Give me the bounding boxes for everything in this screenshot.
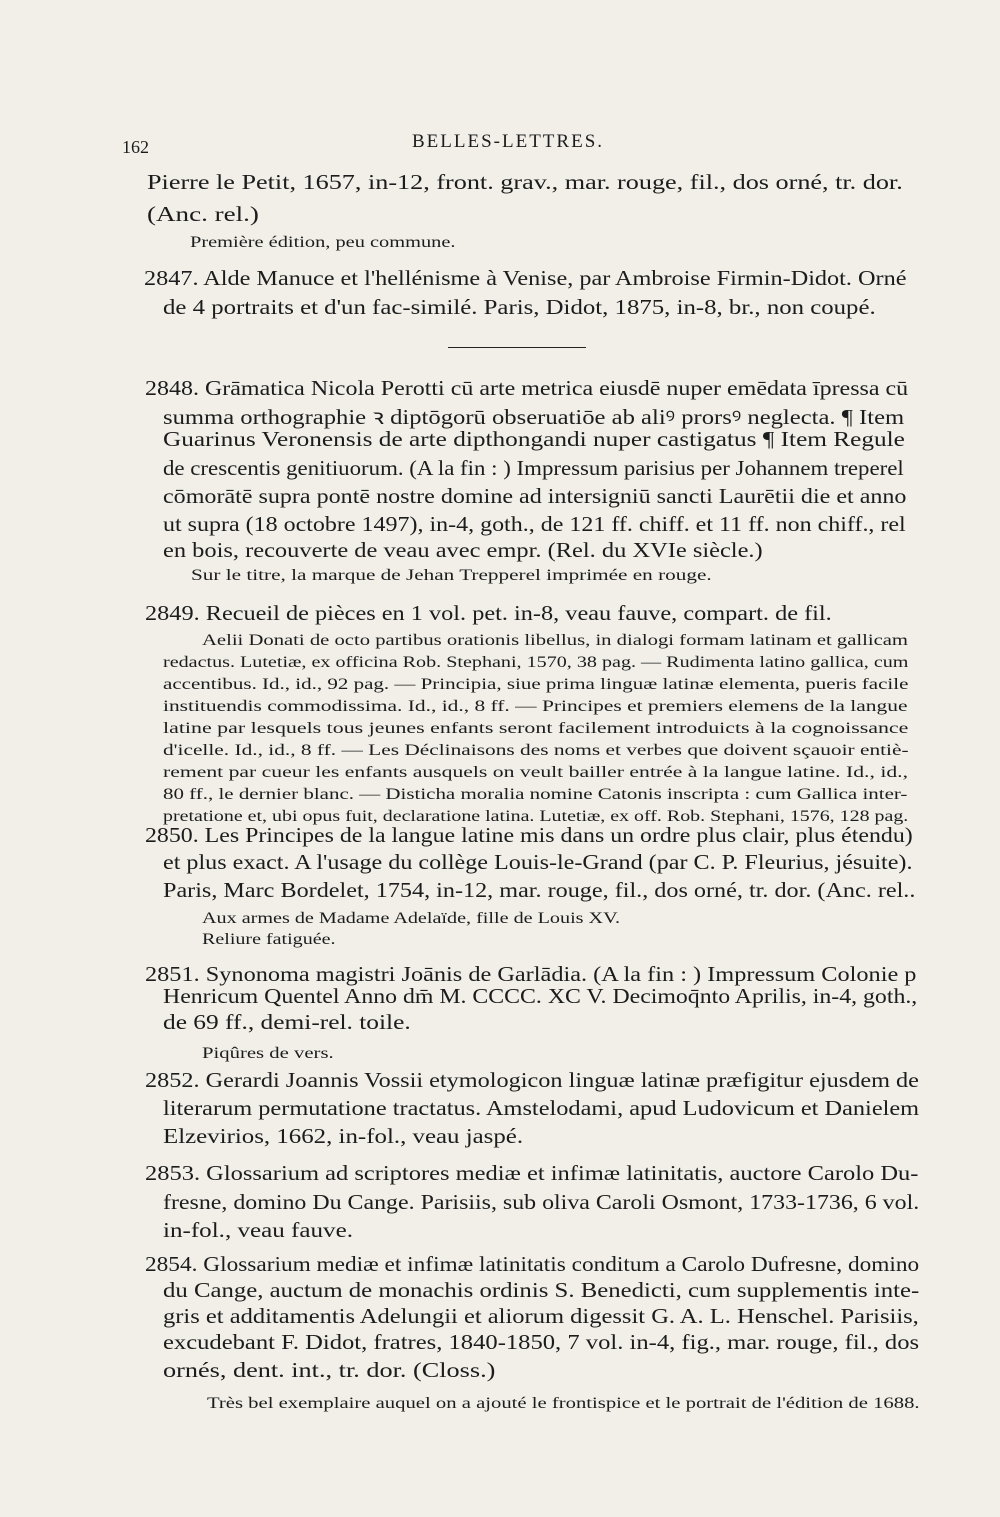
entry-line: et plus exact. A l'usage du collège Louis-le-Grand (par C. P. Fleurius, jésuite). <box>163 850 913 874</box>
section-divider <box>448 347 586 348</box>
note-line: latine par lesquels tous jeunes enfants seront facilement introduicts à la cognoissance <box>163 720 909 737</box>
note-line: instituendis commodissima. Id., id., 8 ff. — Principes et premiers elemens de la langue <box>163 698 908 715</box>
entry-line: 2853. Glossarium ad scriptores mediæ et infimæ latinitatis, auctore Carolo Du- <box>145 1161 919 1185</box>
entry-line: 2854. Glossarium mediæ et infimæ latinitatis conditum a Carolo Dufresne, domino <box>145 1252 920 1276</box>
note-line: Reliure fatiguée. <box>202 931 336 948</box>
entry-line: 2852. Gerardi Joannis Vossii etymologicon linguæ latinæ præfigitur ejusdem de <box>145 1068 919 1092</box>
note-line: redactus. Lutetiæ, ex officina Rob. Stephani, 1570, 38 pag. — Rudimenta latino gallica, cum <box>163 654 909 671</box>
entry-line: 2851. Synonoma magistri Joānis de Garlādia. (A la fin : ) Impressum Colonie p <box>145 962 917 986</box>
entry-line: Paris, Marc Bordelet, 1754, in-12, mar. rouge, fil., dos orné, tr. dor. (Anc. rel.. <box>163 878 916 902</box>
entry-line: ut supra (18 octobre 1497), in-4, goth., de 121 ff. chiff. et 11 ff. non chiff., rel <box>163 512 906 536</box>
entry-line: in-fol., veau fauve. <box>163 1218 353 1242</box>
entry-line: fresne, domino Du Cange. Parisiis, sub oliva Caroli Osmont, 1733-1736, 6 vol. <box>163 1190 920 1214</box>
note-line: Première édition, peu commune. <box>190 234 456 251</box>
entry-line: du Cange, auctum de monachis ordinis S. Benedicti, cum supplementis inte- <box>163 1278 920 1302</box>
entry-line: 2847. Alde Manuce et l'hellénisme à Venise, par Ambroise Firmin-Didot. Orné <box>144 266 907 290</box>
running-head: BELLES-LETTRES. <box>412 131 605 152</box>
entry-line: Elzevirios, 1662, in-fol., veau jaspé. <box>163 1124 524 1148</box>
note-line: Piqûres de vers. <box>202 1045 334 1062</box>
note-line: d'icelle. Id., id., 8 ff. — Les Déclinaisons des noms et verbes que doivent sçauoir entiè- <box>163 742 909 759</box>
entry-line: Henricum Quentel Anno dm̄ M. CCCC. XC V. Decimoq̄nto Aprilis, in-4, goth., <box>163 984 918 1008</box>
note-line: Aux armes de Madame Adelaïde, fille de Louis XV. <box>202 910 621 927</box>
entry-line: 2850. Les Principes de la langue latine mis dans un ordre plus clair, plus étendu) <box>145 823 913 847</box>
note-line: pretatione et, ubi opus fuit, declaratione latina. Lutetiæ, ex off. Rob. Stephani, 1576, 128 pag. <box>163 808 909 825</box>
entry-line: de 69 ff., demi-rel. toile. <box>163 1010 411 1034</box>
note-line: 80 ff., le dernier blanc. — Disticha moralia nomine Catonis inscripta : cum Gallica inter- <box>163 786 908 803</box>
entry-line: gris et additamentis Adelungii et aliorum digessit G. A. L. Henschel. Parisiis, <box>163 1304 919 1328</box>
entry-line: en bois, recouverte de veau avec empr. (Rel. du XVIe siècle.) <box>163 538 763 562</box>
entry-line: literarum permutatione tractatus. Amstelodami, apud Ludovicum et Danielem <box>163 1096 920 1120</box>
entry-line: Pierre le Petit, 1657, in-12, front. grav., mar. rouge, fil., dos orné, tr. dor. <box>147 170 903 194</box>
entry-line: summa orthographie ꝛ diptōgorū obseruatiōe ab aliꝰ prorsꝰ neglecta. ¶ Item <box>163 405 905 429</box>
entry-line: Guarinus Veronensis de arte dipthongandi nuper castigatus ¶ Item Regule <box>163 427 905 451</box>
entry-line: de 4 portraits et d'un fac-similé. Paris, Didot, 1875, in-8, br., non coupé. <box>163 295 876 319</box>
note-line: Sur le titre, la marque de Jehan Trepperel imprimée en rouge. <box>191 567 712 584</box>
entry-line: 2849. Recueil de pièces en 1 vol. pet. in-8, veau fauve, compart. de fil. <box>145 601 832 625</box>
entry-line: (Anc. rel.) <box>147 202 259 226</box>
entry-line: ornés, dent. int., tr. dor. (Closs.) <box>163 1358 496 1382</box>
entry-line: excudebant F. Didot, fratres, 1840-1850, 7 vol. in-4, fig., mar. rouge, fil., dos <box>163 1330 920 1354</box>
note-line: Très bel exemplaire auquel on a ajouté le frontispice et le portrait de l'édition de 1688. <box>207 1395 920 1412</box>
note-line: rement par cueur les enfants ausquels on veult bailler entrée à la langue latine. Id., id., <box>163 764 909 781</box>
entry-line: cōmorātē supra pontē nostre domine ad intersigniū sancti Laurētii die et anno <box>163 484 907 508</box>
note-line: accentibus. Id., id., 92 pag. — Principia, siue prima linguæ latinæ elementa, pueris facile <box>163 676 909 693</box>
note-line: Aelii Donati de octo partibus orationis libellus, in dialogi formam latinam et gallicam <box>202 632 908 649</box>
entry-line: 2848. Grāmatica Nicola Perotti cū arte metrica eiusdē nuper emēdata īpressa cū <box>145 376 909 400</box>
page-number: 162 <box>122 137 149 157</box>
entry-line: de crescentis genitiuorum. (A la fin : ) Impressum parisius per Johannem treperel <box>163 456 904 480</box>
